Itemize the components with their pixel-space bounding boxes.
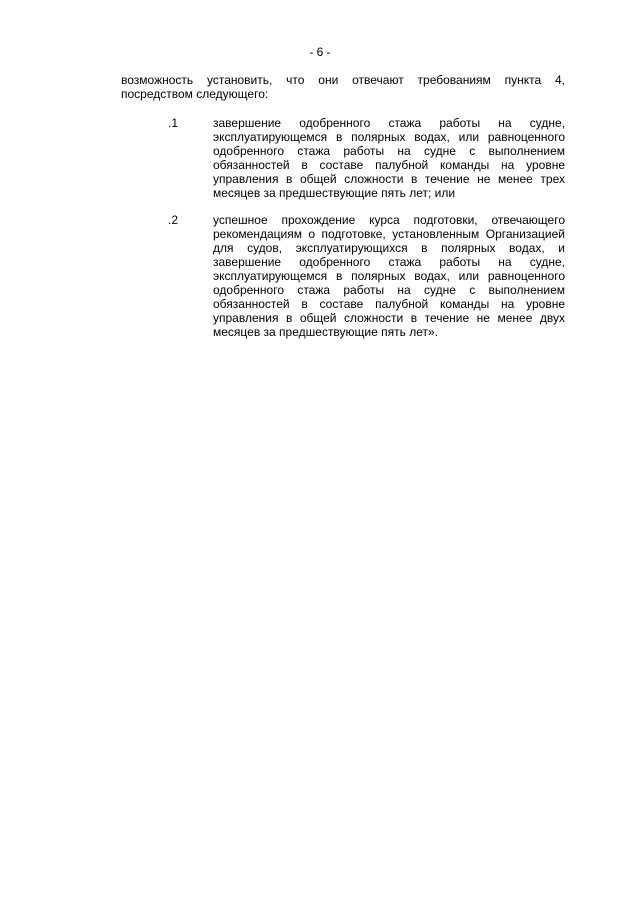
list-item-text: успешное прохождение курса подготовки, отвечающего рекомендациям о подготовке, установленным Организацией для судов, эксплуатирующихся в полярных водах, и завершение одобренного стажа работы на судне, эксплуатирующемся в полярных водах, или равноценного одобренного стажа работы на судне с выполнением обязанностей в составе палубной команды на уровне управления в общей сложности в течение не менее двух месяцев за предшествующие пять лет». bbox=[213, 213, 565, 339]
list-item-text: завершение одобренного стажа работы на судне, эксплуатирующемся в полярных водах, или равноценного одобренного стажа работы на судне с выполнением обязанностей в составе палубной команды на уровне управления в общей сложности в течение не менее трех месяцев за предшествующие пять лет; или bbox=[213, 116, 565, 200]
list-item-number: .2 bbox=[168, 213, 179, 227]
page-number: - 6 - bbox=[309, 45, 331, 59]
list-item-number: .1 bbox=[168, 116, 179, 130]
intro-paragraph: возможность установить, что они отвечают требованиям пункта 4, посредством следующего: bbox=[121, 73, 565, 101]
